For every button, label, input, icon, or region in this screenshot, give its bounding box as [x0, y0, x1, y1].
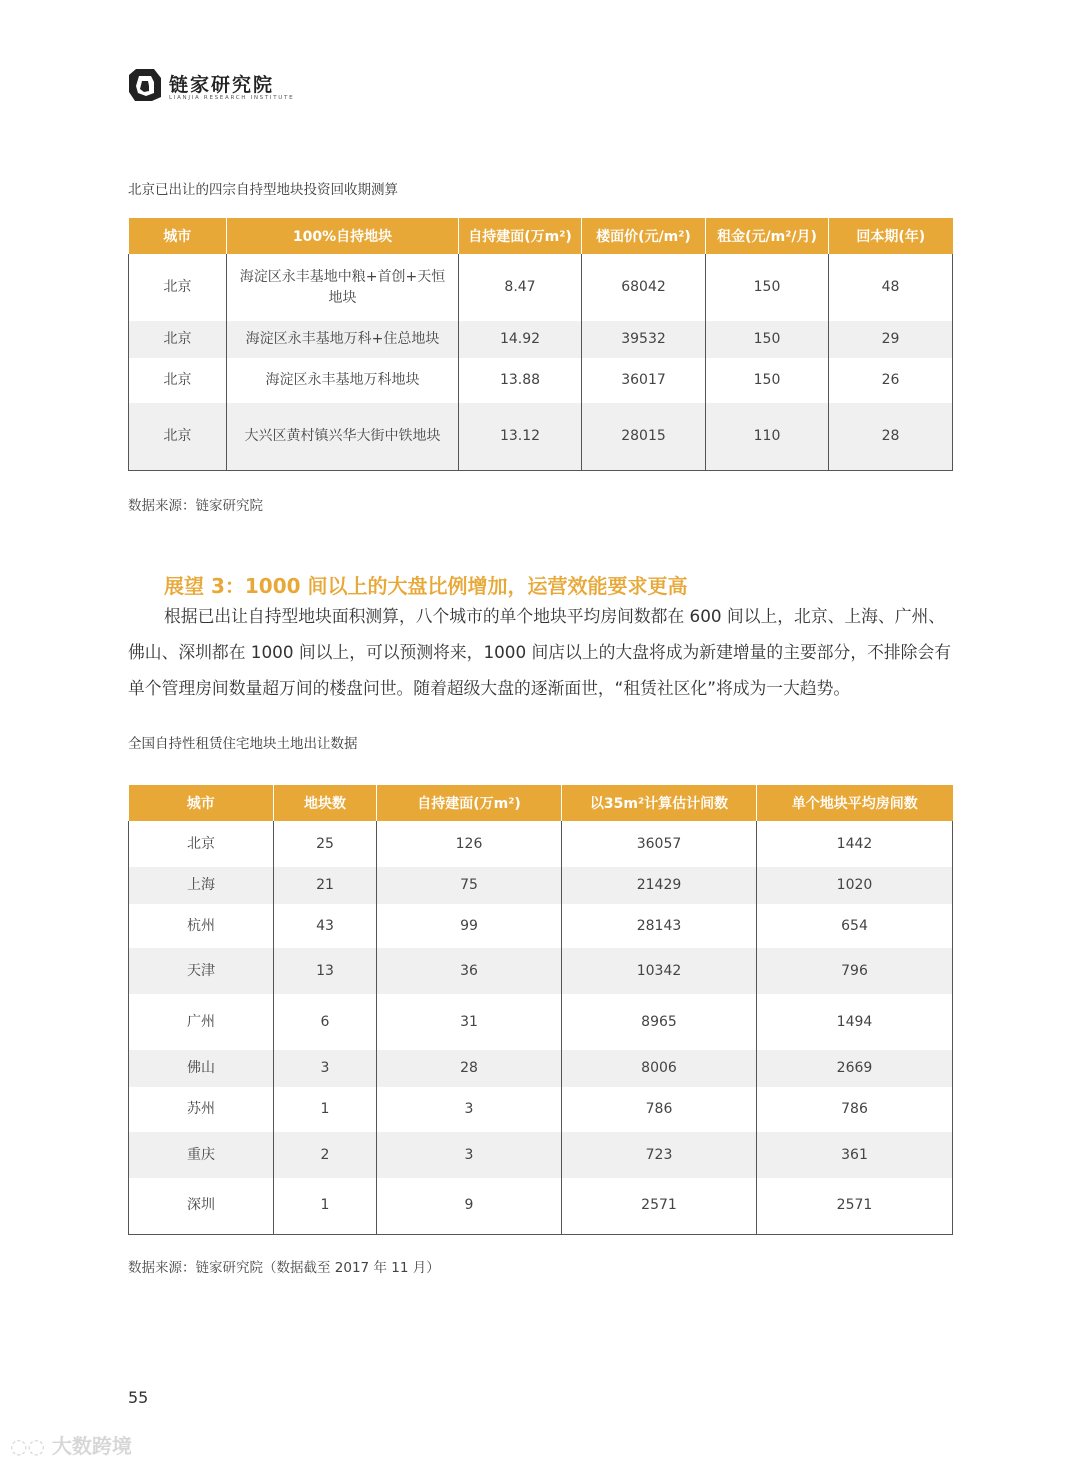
cell-floor-price: 36017 — [582, 358, 706, 403]
col-header-payback: 回本期(年) — [829, 218, 953, 254]
table-row — [129, 403, 953, 470]
table-row — [129, 1132, 953, 1178]
cell-area: 126 — [377, 821, 562, 867]
cell-estimated-rooms: 36057 — [562, 821, 757, 867]
cell-city: 广州 — [129, 994, 274, 1050]
col-header-area: 自持建面(万m²) — [459, 218, 582, 254]
table-row — [129, 358, 953, 403]
cell-city: 佛山 — [129, 1050, 274, 1087]
cell-rent: 150 — [706, 358, 829, 403]
table-row — [129, 867, 953, 904]
col-header-parcel: 100%自持地块 — [227, 218, 459, 254]
cell-area: 36 — [377, 948, 562, 994]
cell-estimated-rooms: 8965 — [562, 994, 757, 1050]
cell-area: 75 — [377, 867, 562, 904]
cell-area: 13.12 — [459, 403, 582, 470]
table-row — [129, 254, 953, 321]
cell-avg-rooms: 654 — [757, 904, 953, 948]
col-header-rent: 租金(元/m²/月) — [706, 218, 829, 254]
cell-parcel-count: 43 — [274, 904, 377, 948]
brand-subtitle: LIANJIA RESEARCH INSTITUTE — [169, 95, 295, 101]
cell-estimated-rooms: 8006 — [562, 1050, 757, 1087]
cell-floor-price: 28015 — [582, 403, 706, 470]
cell-estimated-rooms: 2571 — [562, 1178, 757, 1234]
page-number: 55 — [128, 1388, 149, 1407]
table-row — [129, 321, 953, 358]
cell-parcel-count: 13 — [274, 948, 377, 994]
watermark-logo-icon: ◌◌ — [10, 1434, 52, 1458]
cell-city: 杭州 — [129, 904, 274, 948]
cell-parcel-count: 2 — [274, 1132, 377, 1178]
cell-estimated-rooms: 10342 — [562, 948, 757, 994]
cell-payback: 26 — [829, 358, 953, 403]
cell-parcel-count: 21 — [274, 867, 377, 904]
cell-city: 天津 — [129, 948, 274, 994]
cell-area: 14.92 — [459, 321, 582, 358]
cell-city: 北京 — [129, 254, 227, 321]
cell-floor-price: 68042 — [582, 254, 706, 321]
table2-source: 数据来源：链家研究院（数据截至 2017 年 11 月） — [128, 1260, 440, 1276]
cell-estimated-rooms: 28143 — [562, 904, 757, 948]
cell-parcel-count: 25 — [274, 821, 377, 867]
cell-parcel: 海淀区永丰基地万科+住总地块 — [227, 321, 459, 358]
table-row — [129, 948, 953, 994]
cell-parcel: 大兴区黄村镇兴华大街中铁地块 — [227, 403, 459, 470]
cell-parcel: 海淀区永丰基地万科地块 — [227, 358, 459, 403]
cell-estimated-rooms: 723 — [562, 1132, 757, 1178]
cell-avg-rooms: 361 — [757, 1132, 953, 1178]
table-row — [129, 1087, 953, 1132]
cell-area: 8.47 — [459, 254, 582, 321]
cell-floor-price: 39532 — [582, 321, 706, 358]
cell-avg-rooms: 2669 — [757, 1050, 953, 1087]
table-row — [129, 1050, 953, 1087]
cell-area: 3 — [377, 1087, 562, 1132]
section-heading: 展望 3：1000 间以上的大盘比例增加，运营效能要求更高 — [164, 574, 688, 598]
cell-avg-rooms: 1494 — [757, 994, 953, 1050]
cell-parcel: 海淀区永丰基地中粮+首创+天恒地块 — [227, 254, 459, 321]
cell-avg-rooms: 2571 — [757, 1178, 953, 1234]
table-row — [129, 821, 953, 867]
table-header-row — [129, 785, 953, 821]
cell-parcel-count: 1 — [274, 1087, 377, 1132]
cell-estimated-rooms: 21429 — [562, 867, 757, 904]
cell-area: 99 — [377, 904, 562, 948]
cell-area: 31 — [377, 994, 562, 1050]
cell-avg-rooms: 1020 — [757, 867, 953, 904]
col-header-estimated-rooms: 以35m²计算估计间数 — [562, 785, 757, 821]
cell-city: 深圳 — [129, 1178, 274, 1234]
cell-area: 28 — [377, 1050, 562, 1087]
col-header-avg-rooms: 单个地块平均房间数 — [757, 785, 953, 821]
watermark-text: 大数跨境 — [51, 1434, 132, 1458]
col-header-city: 城市 — [129, 218, 227, 254]
cell-city: 北京 — [129, 321, 227, 358]
cell-payback: 48 — [829, 254, 953, 321]
cell-payback: 29 — [829, 321, 953, 358]
payback-table — [128, 218, 953, 471]
cell-area: 9 — [377, 1178, 562, 1234]
table-row — [129, 994, 953, 1050]
cell-city: 北京 — [129, 403, 227, 470]
paragraph-text: 根据已出让自持型地块面积测算，八个城市的单个地块平均房间数都在 600 间以上，北京、上海、广州、佛山、深圳都在 1000 间以上，可以预测将来，1000 间店以上的大盘将成为新建增量的主要部分，不排除会有单个管理房间数量超万间的楼盘问世。随着超级大盘的逐渐面世，“租赁社区化”将成为一大趋势。 — [128, 606, 952, 698]
col-header-floor-price: 楼面价(元/m²) — [582, 218, 706, 254]
cell-avg-rooms: 1442 — [757, 821, 953, 867]
col-header-area: 自持建面(万m²) — [377, 785, 562, 821]
cell-city: 北京 — [129, 358, 227, 403]
col-header-city: 城市 — [129, 785, 274, 821]
watermark — [10, 1430, 132, 1459]
brand-mark-icon — [127, 66, 163, 104]
table-row — [129, 904, 953, 948]
cell-city: 北京 — [129, 821, 274, 867]
col-header-parcel-count: 地块数 — [274, 785, 377, 821]
cell-parcel-count: 6 — [274, 994, 377, 1050]
land-supply-table — [128, 785, 953, 1235]
cell-estimated-rooms: 786 — [562, 1087, 757, 1132]
table-row — [129, 1178, 953, 1234]
cell-area: 3 — [377, 1132, 562, 1178]
cell-rent: 150 — [706, 254, 829, 321]
cell-city: 上海 — [129, 867, 274, 904]
cell-avg-rooms: 796 — [757, 948, 953, 994]
table1-source: 数据来源：链家研究院 — [128, 498, 263, 514]
cell-city: 重庆 — [129, 1132, 274, 1178]
brand-name: 链家研究院 — [169, 74, 275, 96]
cell-area: 13.88 — [459, 358, 582, 403]
cell-rent: 150 — [706, 321, 829, 358]
cell-payback: 28 — [829, 403, 953, 470]
cell-avg-rooms: 786 — [757, 1087, 953, 1132]
table2-caption: 全国自持性租赁住宅地块土地出让数据 — [128, 736, 358, 752]
cell-parcel-count: 3 — [274, 1050, 377, 1087]
brand-logo — [127, 66, 307, 110]
section-paragraph — [128, 598, 958, 706]
cell-parcel-count: 1 — [274, 1178, 377, 1234]
cell-city: 苏州 — [129, 1087, 274, 1132]
table1-caption: 北京已出让的四宗自持型地块投资回收期测算 — [128, 182, 398, 198]
cell-rent: 110 — [706, 403, 829, 470]
table-header-row — [129, 218, 953, 254]
